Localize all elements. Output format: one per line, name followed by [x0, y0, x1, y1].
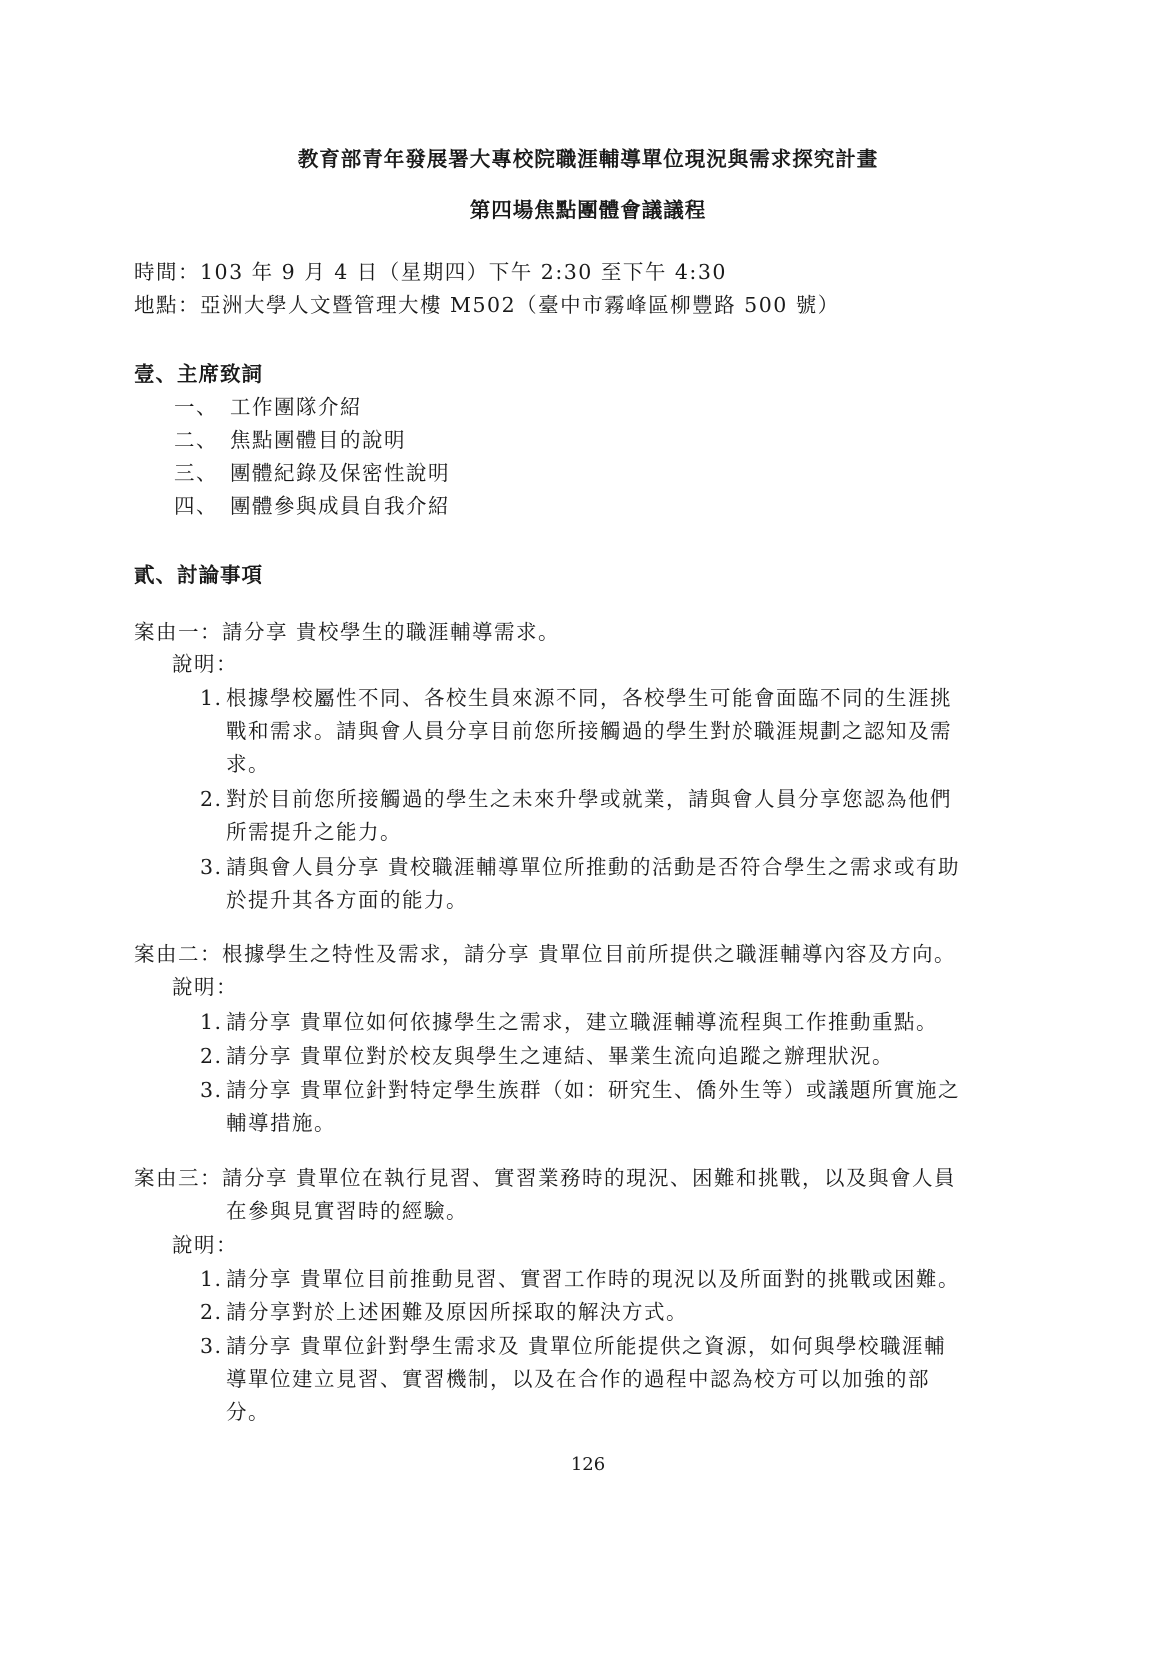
list-item	[200, 853, 960, 881]
list-text-continued: 戰和需求。請與會人員分享目前您所接觸過的學生對於職涯規劃之認知及需	[226, 719, 952, 743]
list-item	[200, 1298, 688, 1326]
list-text-continued: 導單位建立見習、實習機制，以及在合作的過程中認為校方可以加強的部	[226, 1367, 930, 1391]
list-text: 工作團隊介紹	[230, 395, 362, 419]
case-note-label: 說明：	[172, 975, 238, 999]
list-text-continued: 求。	[226, 752, 270, 776]
list-item	[200, 1042, 894, 1070]
list-number: 3.	[200, 1078, 223, 1102]
list-text: 請分享 貴單位針對學生需求及 貴單位所能提供之資源，如何與學校職涯輔	[226, 1334, 947, 1358]
document-title: 教育部青年發展署大專校院職涯輔導單位現況與需求探究計畫	[297, 147, 879, 171]
list-text-continued: 分。	[226, 1400, 270, 1424]
list-text-continued: 輔導措施。	[226, 1111, 336, 1135]
list-item	[174, 426, 406, 454]
case-title: 案由三：請分享 貴單位在執行見習、實習業務時的現況、困難和挑戰，以及與會人員	[134, 1166, 957, 1190]
list-text: 團體參與成員自我介紹	[230, 494, 450, 518]
page-number: 126	[570, 1454, 606, 1475]
list-item	[174, 492, 450, 520]
list-ordinal: 三、	[174, 461, 218, 485]
list-text: 對於目前您所接觸過的學生之未來升學或就業，請與會人員分享您認為他們	[226, 787, 952, 811]
list-item	[174, 459, 450, 487]
meeting-location: 地點：亞洲大學人文暨管理大樓 M502（臺中市霧峰區柳豐路 500 號）	[134, 293, 840, 317]
case-note-label: 說明：	[172, 1233, 238, 1257]
list-number: 2.	[200, 1300, 223, 1324]
list-number: 1.	[200, 1010, 223, 1034]
list-ordinal: 二、	[174, 428, 218, 452]
list-text-continued: 所需提升之能力。	[226, 820, 402, 844]
list-text-continued: 於提升其各方面的能力。	[226, 888, 468, 912]
list-item	[200, 684, 952, 712]
list-text: 請分享 貴單位如何依據學生之需求，建立職涯輔導流程與工作推動重點。	[226, 1010, 939, 1034]
list-text: 請分享 貴單位對於校友與學生之連結、畢業生流向追蹤之辦理狀況。	[226, 1044, 895, 1068]
list-text: 請與會人員分享 貴校職涯輔導單位所推動的活動是否符合學生之需求或有助	[226, 855, 961, 879]
section-heading-chair-remarks: 壹、主席致詞	[134, 362, 263, 386]
list-text: 請分享對於上述困難及原因所採取的解決方式。	[226, 1300, 688, 1324]
list-number: 1.	[200, 686, 223, 710]
section-heading-discussion: 貳、討論事項	[134, 563, 263, 587]
list-ordinal: 四、	[174, 494, 218, 518]
case-title: 案由二：根據學生之特性及需求，請分享 貴單位目前所提供之職涯輔導內容及方向。	[134, 942, 957, 966]
list-item	[200, 1265, 960, 1293]
list-item	[174, 393, 362, 421]
list-number: 1.	[200, 1267, 223, 1291]
list-item	[200, 785, 952, 813]
list-text: 焦點團體目的說明	[230, 428, 406, 452]
list-item	[200, 1076, 960, 1104]
list-number: 3.	[200, 855, 223, 879]
list-text: 請分享 貴單位目前推動見習、實習工作時的現況以及所面對的挑戰或困難。	[226, 1267, 961, 1291]
case-title-continued: 在參與見實習時的經驗。	[226, 1199, 468, 1223]
list-number: 2.	[200, 1044, 223, 1068]
case-note-label: 說明：	[172, 652, 238, 676]
list-text: 根據學校屬性不同、各校生員來源不同，各校學生可能會面臨不同的生涯挑	[226, 686, 952, 710]
list-item	[200, 1008, 938, 1036]
meeting-time: 時間：103 年 9 月 4 日（星期四）下午 2:30 至下午 4:30	[134, 260, 727, 284]
list-number: 3.	[200, 1334, 223, 1358]
list-number: 2.	[200, 787, 223, 811]
list-text: 請分享 貴單位針對特定學生族群（如：研究生、僑外生等）或議題所實施之	[226, 1078, 961, 1102]
document-subtitle: 第四場焦點團體會議議程	[469, 198, 707, 222]
list-text: 團體紀錄及保密性說明	[230, 461, 450, 485]
list-ordinal: 一、	[174, 395, 218, 419]
case-title: 案由一：請分享 貴校學生的職涯輔導需求。	[134, 620, 561, 644]
list-item	[200, 1332, 946, 1360]
